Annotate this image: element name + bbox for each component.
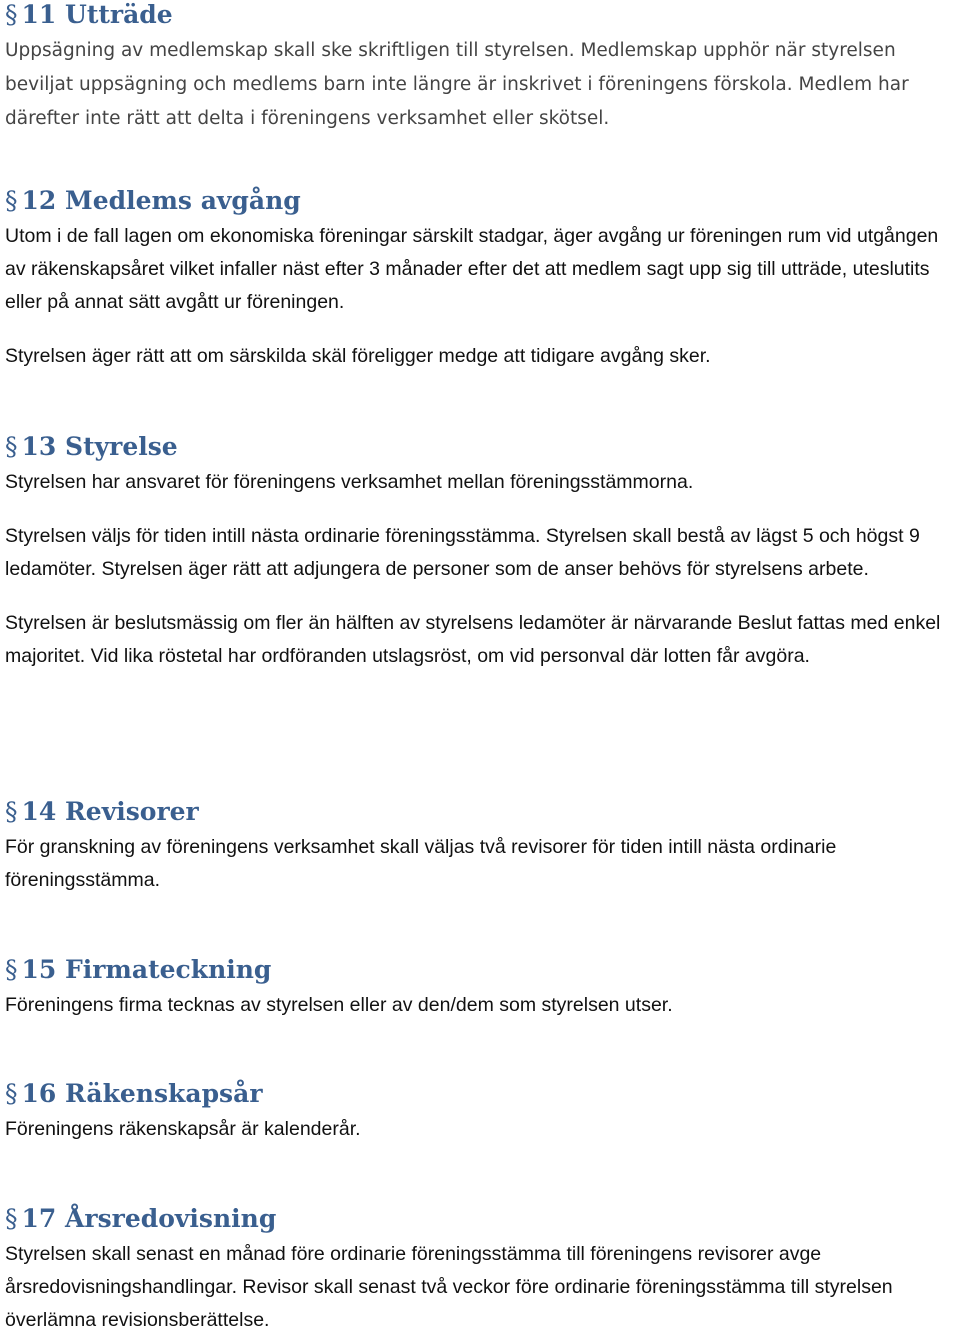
- section-title: Firmateckning: [65, 955, 272, 984]
- section-14: [5, 797, 955, 897]
- section-heading: [5, 432, 955, 462]
- section-number: 11: [21, 0, 57, 29]
- section-heading: [5, 797, 955, 827]
- section-title: Medlems avgång: [65, 186, 301, 215]
- section-paragraph: Styrelsen har ansvaret för föreningens verksamhet mellan föreningsstämmorna.: [5, 471, 694, 493]
- section-13: [5, 432, 955, 673]
- section-paragraph: Föreningens firma tecknas av styrelsen eller av den/dem som styrelsen utser.: [5, 994, 673, 1016]
- section-heading: [5, 0, 955, 30]
- section-paragraph: Styrelsen äger rätt att om särskilda skäl föreligger medge att tidigare avgång sker.: [5, 345, 711, 367]
- section-number: 12: [21, 186, 57, 215]
- section-paragraph: Styrelsen är beslutsmässig om fler än hälften av styrelsens ledamöter är närvarande Beslut fattas med enkel majoritet. Vid lika röstetal har ordföranden utslagsröst, om vid personval där lotten får avgöra.: [5, 612, 941, 667]
- section-heading: [5, 955, 955, 985]
- section-sign: §: [5, 432, 18, 461]
- section-number: 17: [21, 1204, 57, 1233]
- section-heading: [5, 1204, 955, 1234]
- section-paragraph: Uppsägning av medlemskap skall ske skriftligen till styrelsen. Medlemskap upphör när styrelsen beviljat uppsägning och medlems barn inte längre är inskrivet i föreningens förskola. Medlem har därefter inte rätt att delta i föreningens verksamhet eller skötsel.: [5, 40, 909, 129]
- section-title: Revisorer: [65, 797, 199, 826]
- section-title: Räkenskapsår: [65, 1079, 263, 1108]
- section-title: Årsredovisning: [65, 1204, 277, 1233]
- section-sign: §: [5, 1204, 18, 1233]
- section-sign: §: [5, 955, 18, 984]
- section-15: [5, 955, 955, 1022]
- section-paragraph: Styrelsen skall senast en månad före ordinarie föreningsstämma till föreningens revisorer avge årsredovisningshandlingar. Revisor skall senast två veckor före ordinarie föreningsstämma till styrelsen överlämna revisionsberättelse.: [5, 1243, 893, 1331]
- section-paragraph: För granskning av föreningens verksamhet skall väljas två revisorer för tiden intill nästa ordinarie föreningsstämma.: [5, 836, 837, 891]
- section-paragraph: Föreningens räkenskapsår är kalenderår.: [5, 1118, 361, 1140]
- section-title: Styrelse: [65, 432, 178, 461]
- section-11: [5, 0, 955, 136]
- section-paragraph: Styrelsen väljs för tiden intill nästa ordinarie föreningsstämma. Styrelsen skall bestå av lägst 5 och högst 9 ledamöter. Styrelsen äger rätt att adjungera de personer som de anser behövs för styrelsens arbete.: [5, 525, 920, 580]
- section-12: [5, 186, 955, 373]
- section-17: [5, 1204, 955, 1337]
- section-heading: [5, 1079, 955, 1109]
- section-number: 16: [21, 1079, 57, 1108]
- section-sign: §: [5, 0, 18, 29]
- section-sign: §: [5, 186, 18, 215]
- section-number: 13: [21, 432, 57, 461]
- section-16: [5, 1079, 955, 1146]
- section-paragraph: Utom i de fall lagen om ekonomiska föreningar särskilt stadgar, äger avgång ur föreningen rum vid utgången av räkenskapsåret vilket infaller näst efter 3 månader efter det att medlem sagt upp sig till utträde, uteslutits eller på annat sätt avgått ur föreningen.: [5, 225, 939, 313]
- section-title: Utträde: [65, 0, 173, 29]
- section-heading: [5, 186, 955, 216]
- section-number: 15: [21, 955, 57, 984]
- section-sign: §: [5, 1079, 18, 1108]
- section-sign: §: [5, 797, 18, 826]
- section-number: 14: [21, 797, 57, 826]
